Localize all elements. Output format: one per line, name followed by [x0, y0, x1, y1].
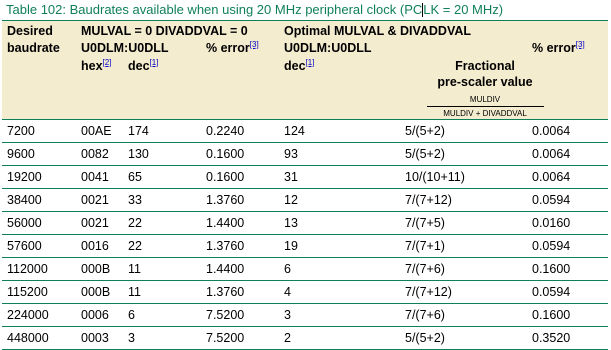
- header-desired: Desired: [2, 21, 76, 42]
- header-group-optimal: Optimal MULVAL & DIVADDVAL: [279, 21, 608, 42]
- dec-cell: 11: [123, 281, 201, 304]
- error-cell: 0.1600: [201, 166, 279, 189]
- header-dec-1: [123, 59, 201, 75]
- hex-cell: 0041: [76, 166, 123, 189]
- error-cell: 1.3760: [201, 235, 279, 258]
- dec-cell: 11: [123, 258, 201, 281]
- hex-cell: 000B: [76, 258, 123, 281]
- header-error-1: [201, 41, 279, 59]
- header-spacer-6: [201, 75, 279, 120]
- hex-cell: 00AE: [76, 120, 123, 143]
- table-row: [2, 120, 608, 143]
- table-title-part-1: Baudrates available when using 20 MHz peripheral clock (PC: [69, 2, 423, 17]
- dec-cell: 33: [123, 189, 201, 212]
- dec-1-label: dec: [128, 59, 150, 73]
- baudrate-cell: 38400: [2, 189, 76, 212]
- hex-label: hex: [81, 59, 103, 73]
- optimal-error-cell: 0.0594: [527, 189, 608, 212]
- header-fractional: Fractional: [400, 59, 608, 75]
- table-row: [2, 258, 608, 281]
- optimal-error-cell: 0.0064: [527, 120, 608, 143]
- error-cell: 1.3760: [201, 281, 279, 304]
- header-dec-2: [279, 59, 400, 75]
- fraction-bar: [427, 106, 544, 107]
- header-u0dlm-1: U0DLM:U0DLL: [76, 41, 201, 59]
- optimal-dec-cell: 6: [279, 258, 400, 281]
- header-row-1: [2, 21, 608, 42]
- header-hex: [76, 59, 123, 75]
- table-row: [2, 304, 608, 327]
- fraction-cell: 7/(7+5): [400, 212, 527, 235]
- optimal-error-cell: 0.0064: [527, 143, 608, 166]
- hex-cell: 0082: [76, 143, 123, 166]
- optimal-error-cell: 0.0594: [527, 235, 608, 258]
- footnote-link-1b[interactable]: [1]: [305, 57, 315, 67]
- optimal-dec-cell: 124: [279, 120, 400, 143]
- hex-cell: 0006: [76, 304, 123, 327]
- baudrate-cell: 56000: [2, 212, 76, 235]
- fraction-cell: 10/(10+11): [400, 166, 527, 189]
- dec-2-label: dec: [284, 59, 306, 73]
- error-cell: 0.1600: [201, 143, 279, 166]
- dec-cell: 6: [123, 304, 201, 327]
- header-row-3: [2, 59, 608, 75]
- error-cell: 1.3760: [201, 189, 279, 212]
- prescaler-label: pre-scaler value: [437, 75, 533, 89]
- header-spacer-3: [2, 75, 76, 120]
- table-row: [2, 327, 608, 350]
- optimal-error-cell: 0.0160: [527, 212, 608, 235]
- optimal-error-cell: 0.1600: [527, 258, 608, 281]
- header-spacer-2: [201, 59, 279, 75]
- optimal-error-cell: 0.1600: [527, 304, 608, 327]
- table-caption: [2, 0, 608, 21]
- optimal-dec-cell: 31: [279, 166, 400, 189]
- fraction-cell: 5/(5+2): [400, 120, 527, 143]
- fraction-cell: 7/(7+6): [400, 258, 527, 281]
- header-group-no-divider: MULVAL = 0 DIVADDVAL = 0: [76, 21, 279, 42]
- optimal-dec-cell: 12: [279, 189, 400, 212]
- hex-cell: 0016: [76, 235, 123, 258]
- error-2-label: % error: [532, 41, 576, 55]
- fraction-numerator: MULDIV: [469, 95, 501, 104]
- dec-cell: 22: [123, 212, 201, 235]
- footnote-link-2[interactable]: [2]: [102, 57, 112, 67]
- header-row-4: [2, 75, 608, 120]
- table-row: [2, 143, 608, 166]
- footnote-link-3b[interactable]: [3]: [575, 39, 585, 49]
- optimal-error-cell: 0.0594: [527, 281, 608, 304]
- baudrate-cell: 7200: [2, 120, 76, 143]
- header-error-2: [527, 41, 608, 59]
- table-row: [2, 166, 608, 189]
- hex-cell: 0021: [76, 212, 123, 235]
- dec-cell: 22: [123, 235, 201, 258]
- table-row: [2, 189, 608, 212]
- optimal-dec-cell: 13: [279, 212, 400, 235]
- optimal-dec-cell: 19: [279, 235, 400, 258]
- baudrate-cell: 115200: [2, 281, 76, 304]
- header-row-2: [2, 41, 608, 59]
- table-row: [2, 235, 608, 258]
- header-spacer-4: [76, 75, 123, 120]
- error-cell: 7.5200: [201, 304, 279, 327]
- optimal-error-cell: 0.0064: [527, 166, 608, 189]
- baudrate-cell: 224000: [2, 304, 76, 327]
- hex-cell: 0003: [76, 327, 123, 350]
- dec-cell: 130: [123, 143, 201, 166]
- footnote-link-3a[interactable]: [3]: [249, 39, 259, 49]
- table-number: Table 102:: [6, 2, 66, 17]
- header-prescaler: [400, 75, 608, 120]
- baudrate-cell: 57600: [2, 235, 76, 258]
- fraction-cell: 5/(5+2): [400, 143, 527, 166]
- optimal-dec-cell: 93: [279, 143, 400, 166]
- optimal-dec-cell: 4: [279, 281, 400, 304]
- fraction-denominator: MULDIV + DIVADDVAL: [443, 109, 527, 118]
- fraction-cell: 7/(7+1): [400, 235, 527, 258]
- optimal-dec-cell: 2: [279, 327, 400, 350]
- baudrate-cell: 112000: [2, 258, 76, 281]
- dec-cell: 65: [123, 166, 201, 189]
- header-spacer-5: [123, 75, 201, 120]
- dec-cell: 3: [123, 327, 201, 350]
- baudrate-cell: 448000: [2, 327, 76, 350]
- header-baudrate: baudrate: [2, 41, 76, 59]
- table-body: [2, 120, 608, 350]
- table-title-part-2: LK = 20 MHz): [423, 2, 504, 17]
- error-1-label: % error: [206, 41, 250, 55]
- hex-cell: 0021: [76, 189, 123, 212]
- baudrate-cell: 9600: [2, 143, 76, 166]
- optimal-error-cell: 0.3520: [527, 327, 608, 350]
- baudrate-cell: 19200: [2, 166, 76, 189]
- fraction-cell: 5/(5+2): [400, 327, 527, 350]
- error-cell: 1.4400: [201, 212, 279, 235]
- error-cell: 0.2240: [201, 120, 279, 143]
- hex-cell: 000B: [76, 281, 123, 304]
- dec-cell: 174: [123, 120, 201, 143]
- table-row: [2, 212, 608, 235]
- error-cell: 1.4400: [201, 258, 279, 281]
- table-row: [2, 281, 608, 304]
- error-cell: 7.5200: [201, 327, 279, 350]
- table-title: [70, 2, 503, 17]
- baudrate-table: [2, 0, 608, 350]
- footnote-link-1a[interactable]: [1]: [149, 57, 159, 67]
- optimal-dec-cell: 3: [279, 304, 400, 327]
- header-u0dlm-2: U0DLM:U0DLL: [279, 41, 527, 59]
- fraction-cell: 7/(7+12): [400, 189, 527, 212]
- fraction-cell: 7/(7+12): [400, 281, 527, 304]
- fraction-cell: 7/(7+6): [400, 304, 527, 327]
- header-spacer-7: [279, 75, 400, 120]
- header-spacer-1: [2, 59, 76, 75]
